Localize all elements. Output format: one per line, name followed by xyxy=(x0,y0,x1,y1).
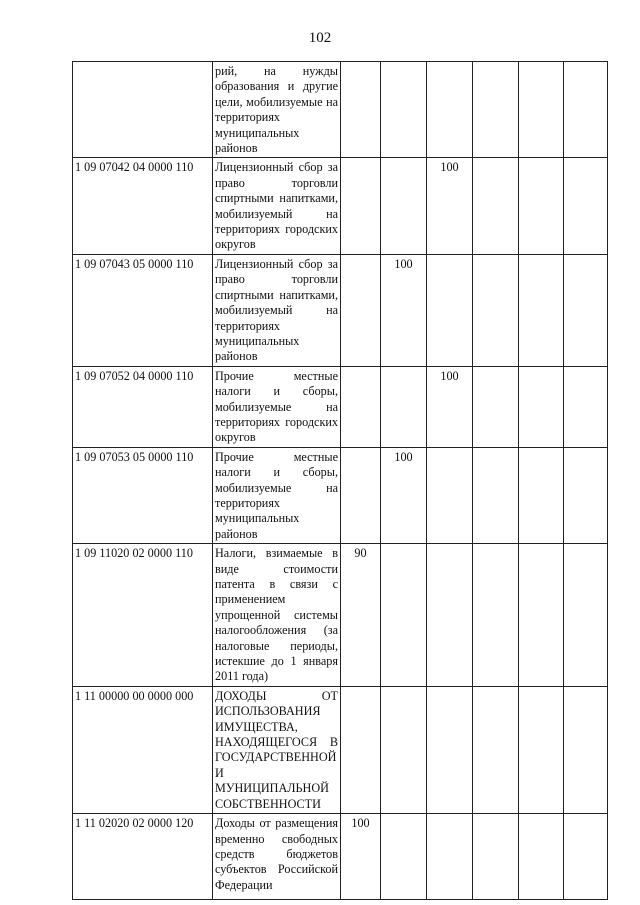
table-row xyxy=(73,447,608,543)
row-value-col4 xyxy=(473,686,519,813)
row-value-col5 xyxy=(519,62,564,158)
row-value-col4 xyxy=(473,62,519,158)
row-code: 1 09 07053 05 0000 110 xyxy=(73,447,213,543)
table-row xyxy=(73,366,608,447)
row-value-col1 xyxy=(341,254,381,366)
row-code: 1 09 11020 02 0000 110 xyxy=(73,544,213,687)
row-name: ДОХОДЫ ОТ ИСПОЛЬЗОВАНИЯ ИМУЩЕСТВА, НАХОДЯЩЕГОСЯ В ГОСУДАРСТВЕННОЙ И МУНИЦИПАЛЬНОЙ СОБСТВЕННОСТИ xyxy=(213,686,341,813)
row-value-col4 xyxy=(473,158,519,254)
row-value-col4 xyxy=(473,366,519,447)
row-value-col5 xyxy=(519,366,564,447)
row-value-col6 xyxy=(564,158,608,254)
row-name: Доходы от размещения временно свободных средств бюджетов субъектов Российской Федерации xyxy=(213,814,341,900)
row-value-col2: 100 xyxy=(381,254,427,366)
row-value-col1 xyxy=(341,366,381,447)
table-row xyxy=(73,254,608,366)
row-value-col4 xyxy=(473,544,519,687)
row-value-col2 xyxy=(381,686,427,813)
row-value-col6 xyxy=(564,254,608,366)
row-code: 1 09 07042 04 0000 110 xyxy=(73,158,213,254)
row-code: 1 11 00000 00 0000 000 xyxy=(73,686,213,813)
row-value-col2 xyxy=(381,62,427,158)
row-code: 1 09 07043 05 0000 110 xyxy=(73,254,213,366)
row-value-col2 xyxy=(381,544,427,687)
row-value-col6 xyxy=(564,366,608,447)
row-value-col5 xyxy=(519,254,564,366)
row-value-col3 xyxy=(427,544,473,687)
row-value-col1 xyxy=(341,447,381,543)
revenue-distribution-table xyxy=(72,61,608,900)
row-value-col5 xyxy=(519,686,564,813)
row-value-col1 xyxy=(341,158,381,254)
row-name: Прочие местные налоги и сборы, мобилизуемые на территориях городских округов xyxy=(213,366,341,447)
row-value-col4 xyxy=(473,254,519,366)
row-value-col2 xyxy=(381,366,427,447)
row-name: рий, на нужды образования и другие цели, мобилизуемые на территориях муниципальных районов xyxy=(213,62,341,158)
row-value-col3 xyxy=(427,62,473,158)
row-value-col5 xyxy=(519,814,564,900)
row-value-col5 xyxy=(519,544,564,687)
table-row xyxy=(73,544,608,687)
row-value-col4 xyxy=(473,447,519,543)
row-value-col6 xyxy=(564,447,608,543)
table-row xyxy=(73,158,608,254)
row-value-col6 xyxy=(564,686,608,813)
row-value-col3 xyxy=(427,447,473,543)
row-value-col5 xyxy=(519,158,564,254)
table-row xyxy=(73,62,608,158)
row-name: Прочие местные налоги и сборы, мобилизуемые на территориях муниципальных районов xyxy=(213,447,341,543)
row-code: 1 11 02020 02 0000 120 xyxy=(73,814,213,900)
row-value-col3 xyxy=(427,254,473,366)
row-name: Лицензионный сбор за право торговли спиртными напитками, мобилизуемый на территориях городских округов xyxy=(213,158,341,254)
row-value-col2: 100 xyxy=(381,447,427,543)
row-value-col6 xyxy=(564,62,608,158)
row-value-col1: 100 xyxy=(341,814,381,900)
page-number: 102 xyxy=(308,30,332,46)
row-value-col3: 100 xyxy=(427,366,473,447)
row-code xyxy=(73,62,213,158)
table-row xyxy=(73,814,608,900)
row-value-col3 xyxy=(427,686,473,813)
row-value-col2 xyxy=(381,814,427,900)
table-row xyxy=(73,686,608,813)
row-name: Лицензионный сбор за право торговли спиртными напитками, мобилизуемый на территориях муниципальных районов xyxy=(213,254,341,366)
row-value-col3 xyxy=(427,814,473,900)
row-value-col1 xyxy=(341,62,381,158)
row-value-col1 xyxy=(341,686,381,813)
row-code: 1 09 07052 04 0000 110 xyxy=(73,366,213,447)
row-value-col1: 90 xyxy=(341,544,381,687)
row-name: Налоги, взимаемые в виде стоимости патента в связи с применением упрощенной системы налогообложения (за налоговые периоды, истекшие до 1 января 2011 года) xyxy=(213,544,341,687)
row-value-col6 xyxy=(564,544,608,687)
row-value-col4 xyxy=(473,814,519,900)
row-value-col2 xyxy=(381,158,427,254)
row-value-col3: 100 xyxy=(427,158,473,254)
row-value-col6 xyxy=(564,814,608,900)
row-value-col5 xyxy=(519,447,564,543)
